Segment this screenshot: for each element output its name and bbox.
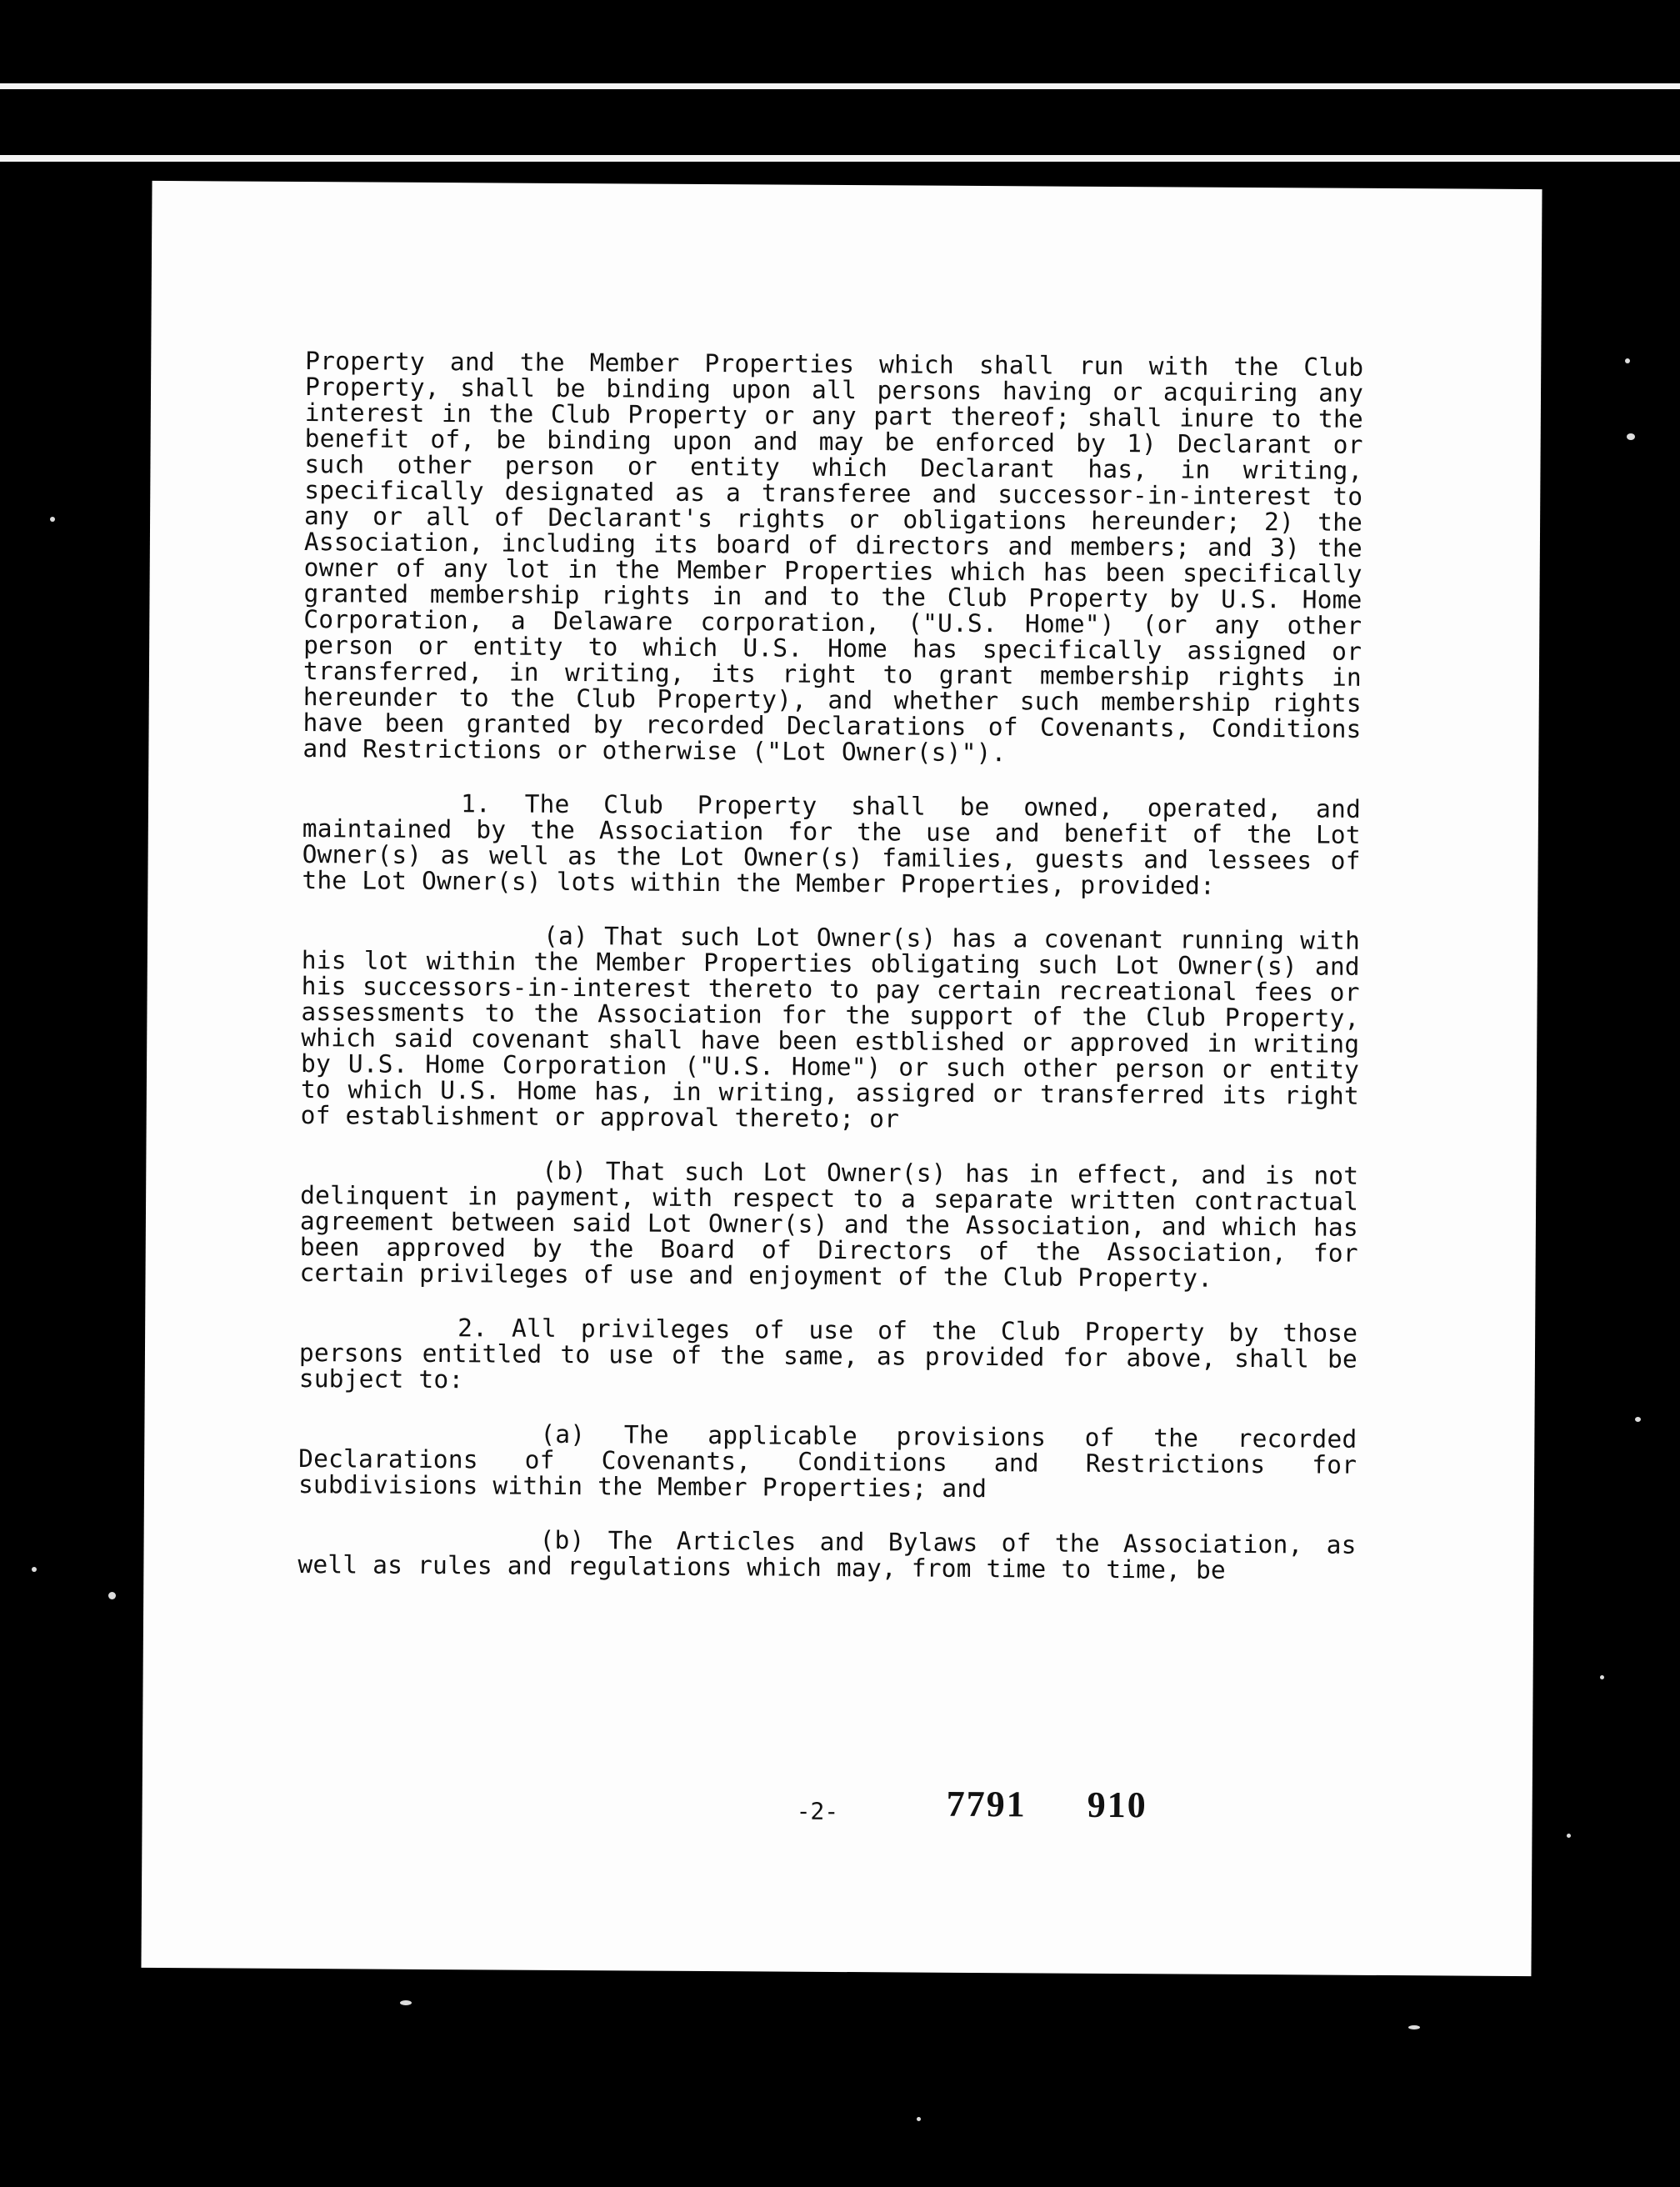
scan-speck	[1600, 1675, 1604, 1679]
section-1b-paragraph: (b) That such Lot Owner(s) has in effect, and is not delinquent in payment, with respect to a separate written contractual agreement between said Lot Owner(s) and the Association, and which has been approved by the Board of Directors of the Association, for certain privileges of use and enjoyment of the Club Property.	[299, 1156, 1359, 1293]
scan-speck	[1627, 433, 1635, 440]
section-2b-paragraph: (b) The Articles and Bylaws of the Association, as well as rules and regulations which may, from time to time, be	[298, 1525, 1357, 1584]
scan-edge-line-top	[0, 83, 1680, 89]
scan-speck	[32, 1567, 37, 1572]
scan-speck	[400, 2000, 412, 2005]
scan-speck	[108, 1592, 116, 1599]
section-1a-paragraph: (a) That such Lot Owner(s) has a covenant running with his lot within the Member Properties obligating such Lot Owner(s) and his successors-in-interest thereto to pay certain recreational fees or assessments to the Association for the support of the Club Property, which said covenant shall have been estblished or approved in writing by U.S. Home Corporation ("U.S. Home") or such other person or entity to which U.S. Home has, in writing, assigred or transferred its right of establishment or approval thereto; or	[300, 921, 1361, 1134]
scan-speck	[917, 2117, 921, 2121]
document-body	[298, 348, 1363, 1613]
record-stamp: 7791 910	[946, 1783, 1148, 1826]
scan-edge-line-bottom	[0, 155, 1680, 162]
document-page	[141, 181, 1542, 1976]
section-2-paragraph: 2. All privileges of use of the Club Property by those persons entitled to use of the same, as provided for above, shall be subject to:	[298, 1314, 1358, 1394]
section-1-paragraph: 1. The Club Property shall be owned, operated, and maintained by the Association for the use and benefit of the Lot Owner(s) as well as the Lot Owner(s) families, guests and lessees of the Lot Owner(s) lots within the Member Properties, provided:	[302, 789, 1362, 900]
scan-speck	[1635, 1417, 1641, 1422]
section-2a-paragraph: (a) The applicable provisions of the recorded Declarations of Covenants, Conditions and Restrictions for subdivisions within the Member Properties; and	[298, 1419, 1358, 1504]
scan-speck	[1625, 358, 1630, 363]
scan-speck	[1567, 1834, 1571, 1838]
scan-speck	[1408, 2025, 1420, 2029]
scan-speck	[50, 517, 55, 522]
page-number: -2-	[796, 1797, 839, 1825]
intro-paragraph: Property and the Member Properties which shall run with the Club Property, shall be binding upon all persons having or acquiring any interest in the Club Property or any part thereof; shall inure to the benefit of, be binding upon and may be enforced by 1) Declarant or such other person or entity which Declarant has, in writing, specifically designated as a transferee and successor-in-interest to any or all of Declarant's rights or obligations hereunder; 2) the Association, including its board of directors and members; and 3) the owner of any lot in the Member Properties which has been specifically granted membership rights in and to the Club Property by U.S. Home Corporation, a Delaware corporation, ("U.S. Home") (or any other person or entity to which U.S. Home has specifically assigned or transferred, in writing, its right to grant membership rights in hereunder to the Club Property), and whether such membership rights have been granted by recorded Declarations of Covenants, Conditions and Restrictions or otherwise ("Lot Owner(s)").	[302, 347, 1364, 768]
